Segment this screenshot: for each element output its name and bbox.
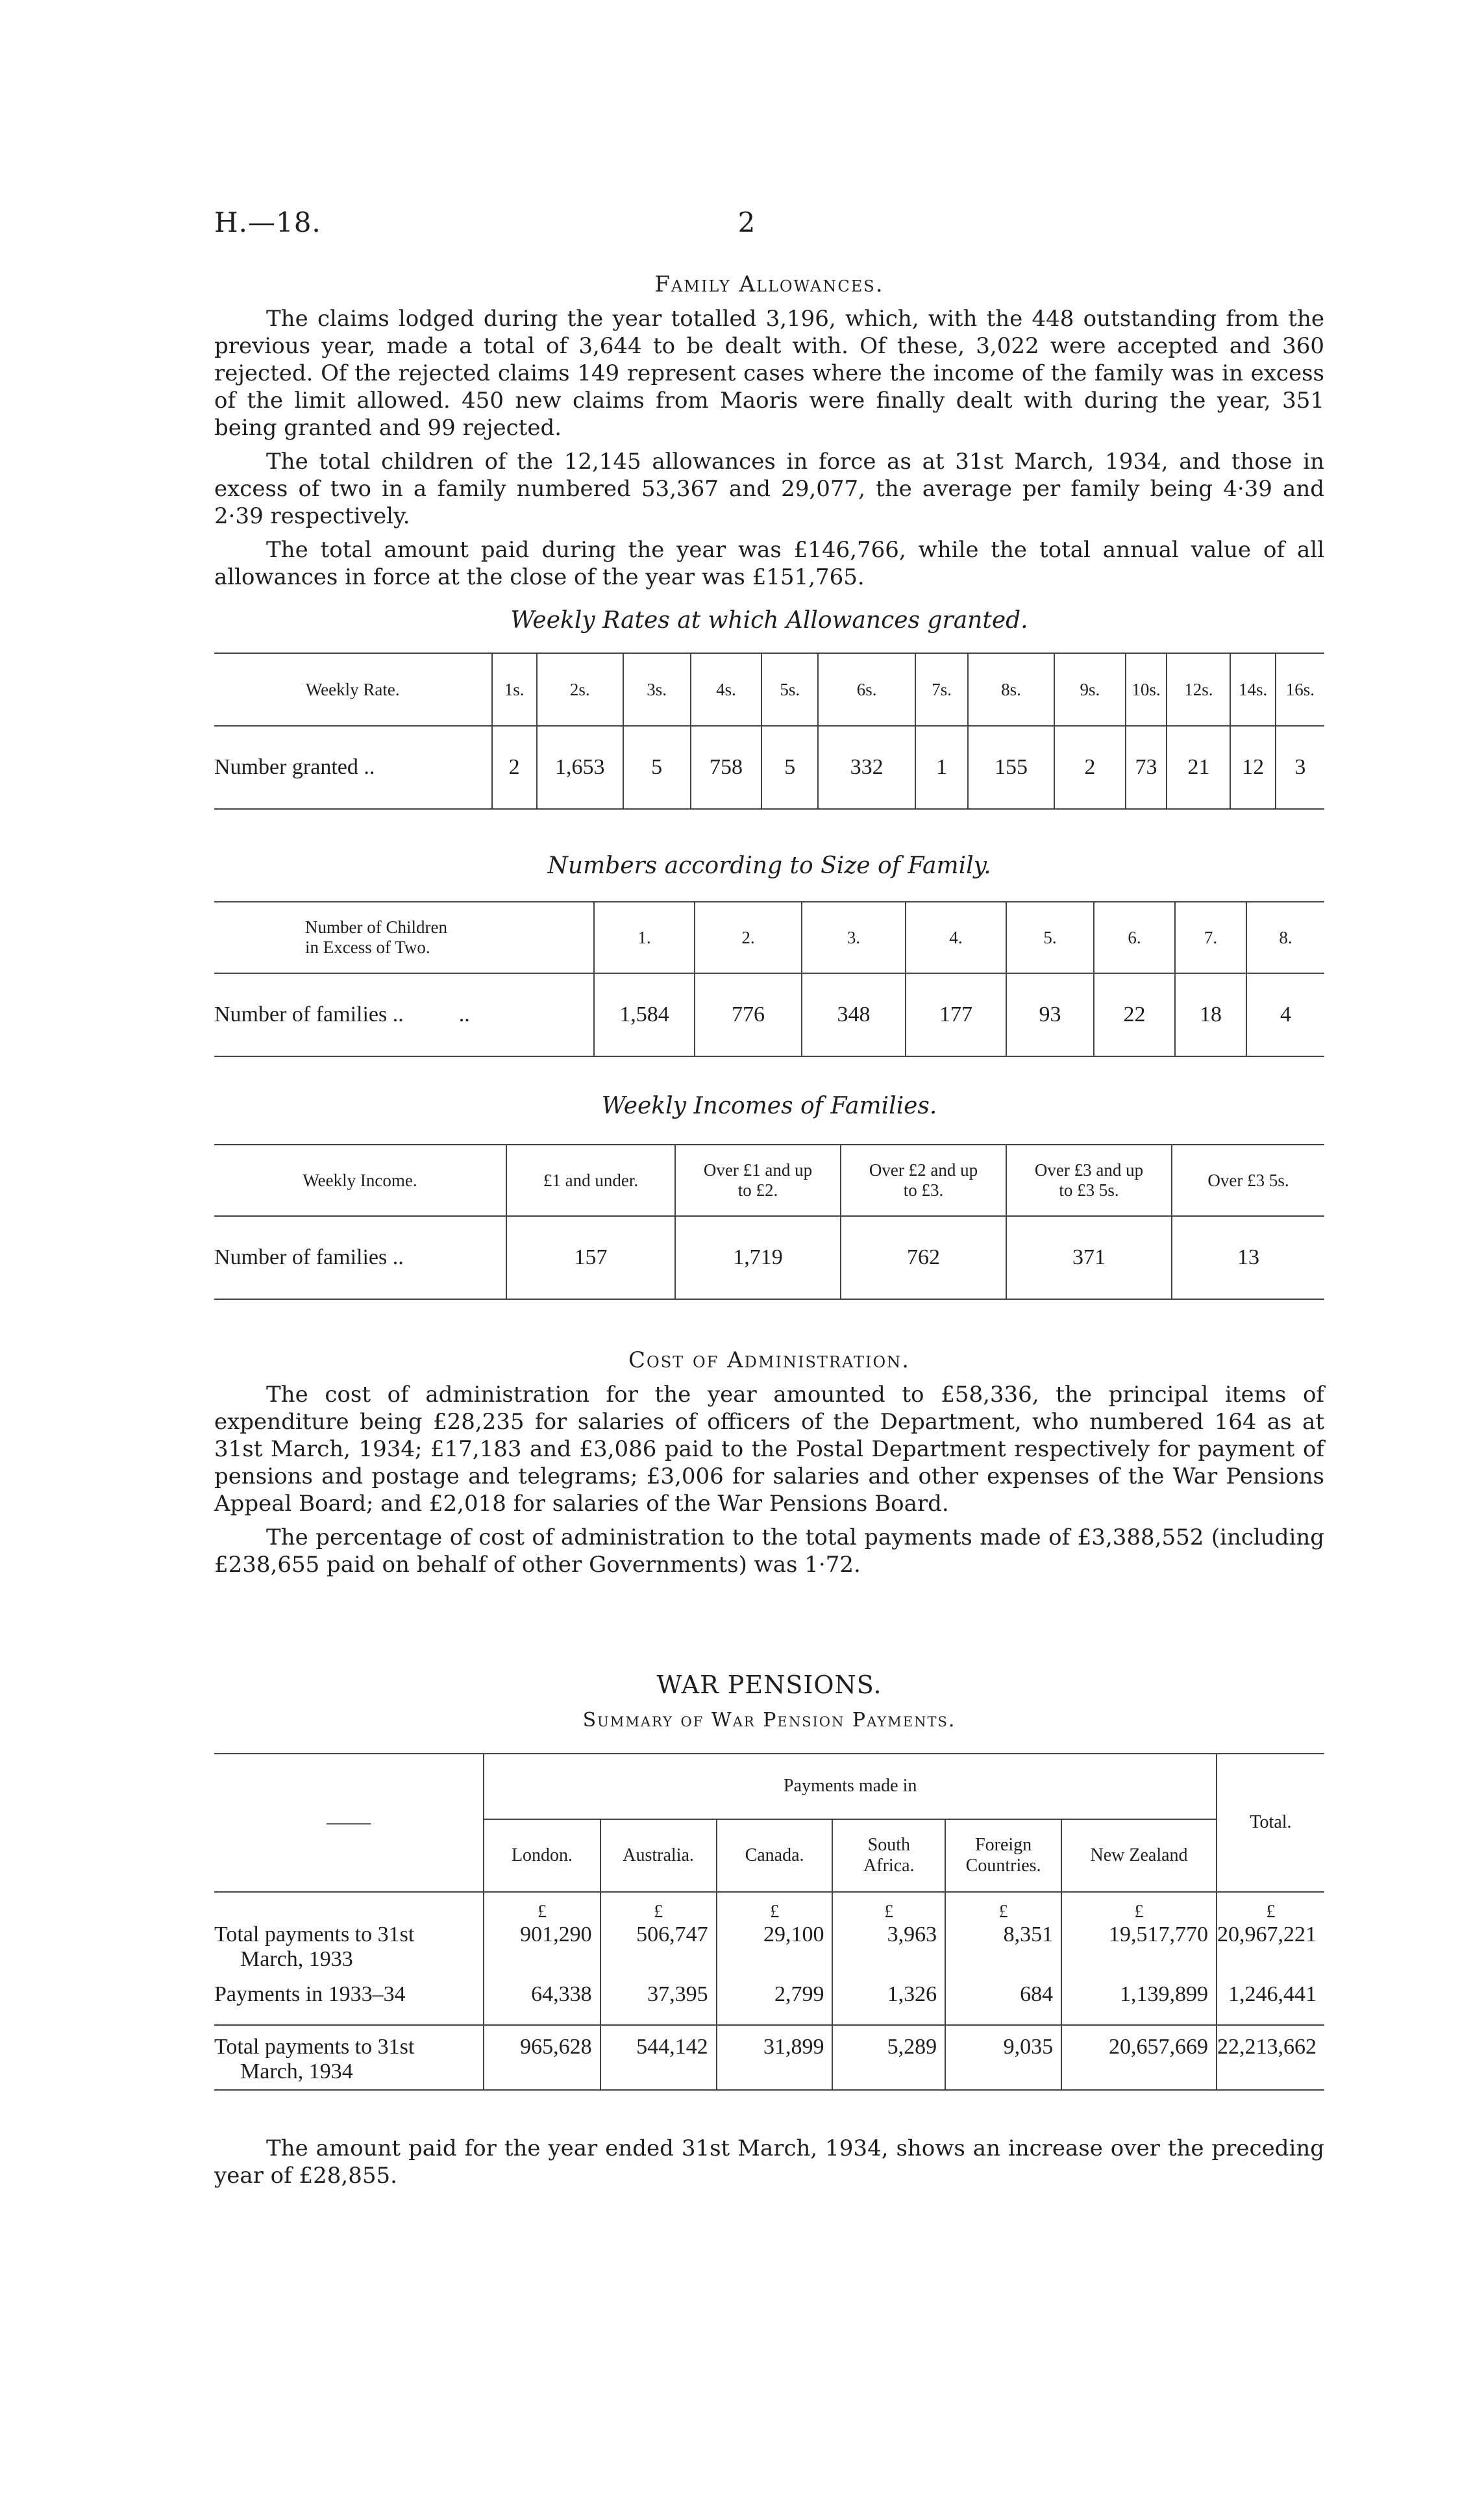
column-header-line: Over £3 and up — [1034, 1160, 1144, 1180]
table-cell: 1,653 — [537, 726, 623, 809]
column-header: 3s. — [623, 653, 691, 726]
table-cell: 2 — [1054, 726, 1126, 809]
column-header: 12s. — [1167, 653, 1230, 726]
family-size-caption: Numbers according to Size of Family. — [547, 852, 991, 879]
table-cell: 2,799 — [717, 1982, 833, 2025]
paragraph: The claims lodged during the year totalled 3,196, which, with the 448 outstanding from the previous year, made a total of 3,644 to be dealt with. Of these, 3,022 were accepted and 360 rejected. Of the rejected claims 149 represent cases where the income of the family was in excess of the limit allowed. 450 new claims from Maoris were finally dealt with during the year, 351 being granted and 99 rejected. — [214, 306, 1324, 441]
table-cell: 1 — [915, 726, 968, 809]
war-pensions-title: WAR PENSIONS. — [656, 1671, 882, 1699]
column-header: 4s. — [691, 653, 762, 726]
column-header: 16s. — [1276, 653, 1324, 726]
row-label-header-line: in Excess of Two. — [305, 938, 430, 957]
table-cell: 544,142 — [600, 2025, 717, 2090]
column-header-line: London. — [511, 1845, 573, 1865]
row-label-header: Weekly Income. — [303, 1170, 417, 1190]
column-header: 7. — [1175, 902, 1246, 973]
row-label-line: Total payments to 31st — [214, 1922, 415, 1946]
column-header-line: Over £2 and up — [869, 1160, 978, 1180]
column-header — [717, 1819, 833, 1892]
paragraph: The cost of administration for the year amounted to £58,336, the principal items of expenditure being £28,235 for salaries of officers of the Department, who numbered 164 as at 31st March, 1934; £17,183 and £3,086 paid to the Postal Department respectively for payment of pensions and postage and telegrams; £3,006 for salaries and other expenses of the War Pensions Appeal Board; and £2,018 for salaries of the War Pensions Board. — [214, 1382, 1324, 1517]
total-header: Total. — [1217, 1753, 1324, 1892]
table-row — [214, 1922, 1324, 1982]
table-cell: 73 — [1126, 726, 1167, 809]
table-cell: 506,747 — [600, 1922, 717, 1982]
table-cell: 332 — [818, 726, 915, 809]
table-cell: 965,628 — [484, 2025, 600, 2090]
war-pension-payments-table — [214, 1753, 1324, 2091]
paragraph: The total children of the 12,145 allowances in force as at 31st March, 1934, and those in excess of two in a family numbered 53,367 and 29,077, the average per family being 4·39 and 2·39 respectively. — [214, 449, 1324, 529]
report-reference: H.—18. — [214, 206, 321, 238]
table-cell: 5,289 — [832, 2025, 945, 2090]
cost-of-administration-text — [214, 1381, 1324, 1585]
column-header: 14s. — [1230, 653, 1275, 726]
paragraph: The total amount paid during the year was £146,766, while the total annual value of all allowances in force at the close of the year was £151,765. — [214, 537, 1324, 590]
page-number: 2 — [737, 206, 756, 238]
column-header-line: to £3 5s. — [1059, 1180, 1119, 1200]
row-label-text: Number granted — [214, 755, 358, 779]
column-header-line: Foreign — [975, 1835, 1032, 1855]
table-cell: 9,035 — [945, 2025, 1061, 2090]
column-header — [841, 1145, 1006, 1216]
table-cell: 371 — [1006, 1216, 1172, 1299]
column-header: 4. — [906, 902, 1006, 973]
column-header — [1006, 1145, 1172, 1216]
table-cell: 5 — [761, 726, 818, 809]
table-cell: 1,584 — [594, 973, 695, 1056]
paragraph: The percentage of cost of administration to the total payments made of £3,388,552 (including £238,655 paid on behalf of other Governments) was 1·72. — [214, 1524, 1324, 1578]
currency-symbol: £ — [484, 1892, 600, 1922]
table-cell: 37,395 — [600, 1982, 717, 2025]
currency-symbol: £ — [1061, 1892, 1217, 1922]
column-header: 5s. — [761, 653, 818, 726]
leader-dots: .. — [392, 1245, 404, 1269]
row-label-header-line: Number of Children — [305, 917, 447, 937]
table-cell: 2 — [492, 726, 537, 809]
row-label-text: Number of families — [214, 1002, 388, 1026]
currency-symbol: £ — [717, 1892, 833, 1922]
column-header: 10s. — [1126, 653, 1167, 726]
row-label — [214, 973, 594, 1056]
column-header — [484, 1819, 600, 1892]
table-cell: 13 — [1172, 1216, 1324, 1299]
table-cell: 155 — [968, 726, 1054, 809]
table-cell: 5 — [623, 726, 691, 809]
cost-of-administration-title: Cost of Administration. — [628, 1347, 910, 1373]
row-label-header: Weekly Rate. — [305, 679, 400, 699]
column-header: 2. — [695, 902, 802, 973]
column-header: 6. — [1094, 902, 1175, 973]
weekly-incomes-caption: Weekly Incomes of Families. — [601, 1093, 937, 1119]
column-header-line: to £2. — [737, 1180, 778, 1200]
paragraph: The amount paid for the year ended 31st March, 1934, shows an increase over the preceding year of £28,855. — [214, 2135, 1324, 2189]
column-header — [1061, 1819, 1217, 1892]
table-cell: 758 — [691, 726, 762, 809]
family-allowances-title: Family Allowances. — [654, 271, 884, 297]
column-header: 8s. — [968, 653, 1054, 726]
table-cell: 3,963 — [832, 1922, 945, 1982]
row-label-line: March, 1933 — [240, 1947, 353, 1971]
column-header: 5. — [1006, 902, 1094, 973]
table-cell: 348 — [802, 973, 906, 1056]
weekly-incomes-table — [214, 1144, 1324, 1300]
table-cell: 12 — [1230, 726, 1275, 809]
table-cell: 177 — [906, 973, 1006, 1056]
table-cell: 1,246,441 — [1217, 1982, 1324, 2025]
table-cell: 22 — [1094, 973, 1175, 1056]
table-cell: 762 — [841, 1216, 1006, 1299]
column-header-line: Over £1 and up — [703, 1160, 813, 1180]
table-cell: 19,517,770 — [1061, 1922, 1217, 1982]
column-header-line: Africa. — [863, 1856, 915, 1876]
column-header-line: to £3. — [903, 1180, 944, 1200]
table-cell: 1,719 — [675, 1216, 841, 1299]
column-header: 1. — [594, 902, 695, 973]
column-header: 2s. — [537, 653, 623, 726]
row-label-line: March, 1934 — [240, 2059, 353, 2083]
column-header-line: Over £3 5s. — [1207, 1170, 1289, 1190]
family-allowances-text — [214, 305, 1324, 597]
blank-header: —— — [327, 1809, 371, 1834]
table-cell: 3 — [1276, 726, 1324, 809]
column-header — [1172, 1145, 1324, 1216]
table-cell: 1,139,899 — [1061, 1982, 1217, 2025]
leader-dots: .. — [364, 755, 375, 779]
closing-text — [214, 2135, 1324, 2196]
column-header — [600, 1819, 717, 1892]
table-row — [214, 1982, 1324, 2025]
weekly-rates-caption: Weekly Rates at which Allowances granted. — [510, 607, 1028, 634]
table-cell: 29,100 — [717, 1922, 833, 1982]
row-label — [214, 726, 492, 809]
column-header-line: New Zealand — [1090, 1845, 1188, 1865]
table-cell: 22,213,662 — [1217, 2025, 1324, 2090]
table-cell: 901,290 — [484, 1922, 600, 1982]
currency-symbol: £ — [945, 1892, 1061, 1922]
table-cell: 64,338 — [484, 1982, 600, 2025]
table-cell: 776 — [695, 973, 802, 1056]
row-label — [214, 1216, 506, 1299]
row-label-line: Total payments to 31st — [214, 2035, 415, 2059]
column-header-line: Canada. — [745, 1845, 804, 1865]
family-size-table — [214, 901, 1324, 1057]
table-cell: 31,899 — [717, 2025, 833, 2090]
leader-dots: .. .. — [392, 1002, 470, 1026]
table-cell: 20,967,221 — [1217, 1922, 1324, 1982]
column-header — [506, 1145, 675, 1216]
row-label — [214, 1922, 484, 1982]
column-header: 6s. — [818, 653, 915, 726]
table-cell: 1,326 — [832, 1982, 945, 2025]
table-cell: 93 — [1006, 973, 1094, 1056]
column-header: 8. — [1246, 902, 1324, 973]
table-row — [214, 2025, 1324, 2090]
table-cell: 684 — [945, 1982, 1061, 2025]
table-cell: 20,657,669 — [1061, 2025, 1217, 2090]
column-header-line: South — [867, 1835, 910, 1855]
column-header: 9s. — [1054, 653, 1126, 726]
column-header: 3. — [802, 902, 906, 973]
currency-symbol: £ — [1217, 1892, 1324, 1922]
war-pensions-subtitle: Summary of War Pension Payments. — [582, 1709, 956, 1732]
weekly-rates-table — [214, 653, 1324, 810]
table-cell: 21 — [1167, 726, 1230, 809]
column-header: 1s. — [492, 653, 537, 726]
table-cell: 157 — [506, 1216, 675, 1299]
row-label-header — [214, 902, 594, 973]
column-header: 7s. — [915, 653, 968, 726]
row-label: Payments in 1933–34 — [214, 1982, 406, 2006]
table-cell: 18 — [1175, 973, 1246, 1056]
column-header-line: Australia. — [623, 1845, 694, 1865]
column-header-line: £1 and under. — [543, 1170, 639, 1190]
column-header-line: Countries. — [965, 1856, 1041, 1876]
currency-symbol: £ — [832, 1892, 945, 1922]
row-label-text: Number of families — [214, 1245, 388, 1269]
column-header — [945, 1819, 1061, 1892]
table-cell: 4 — [1246, 973, 1324, 1056]
column-header — [832, 1819, 945, 1892]
column-header — [675, 1145, 841, 1216]
currency-symbol: £ — [600, 1892, 717, 1922]
row-label — [214, 2025, 484, 2090]
group-header: Payments made in — [484, 1753, 1216, 1819]
currency-row-label — [214, 1892, 484, 1922]
table-cell: 8,351 — [945, 1922, 1061, 1982]
